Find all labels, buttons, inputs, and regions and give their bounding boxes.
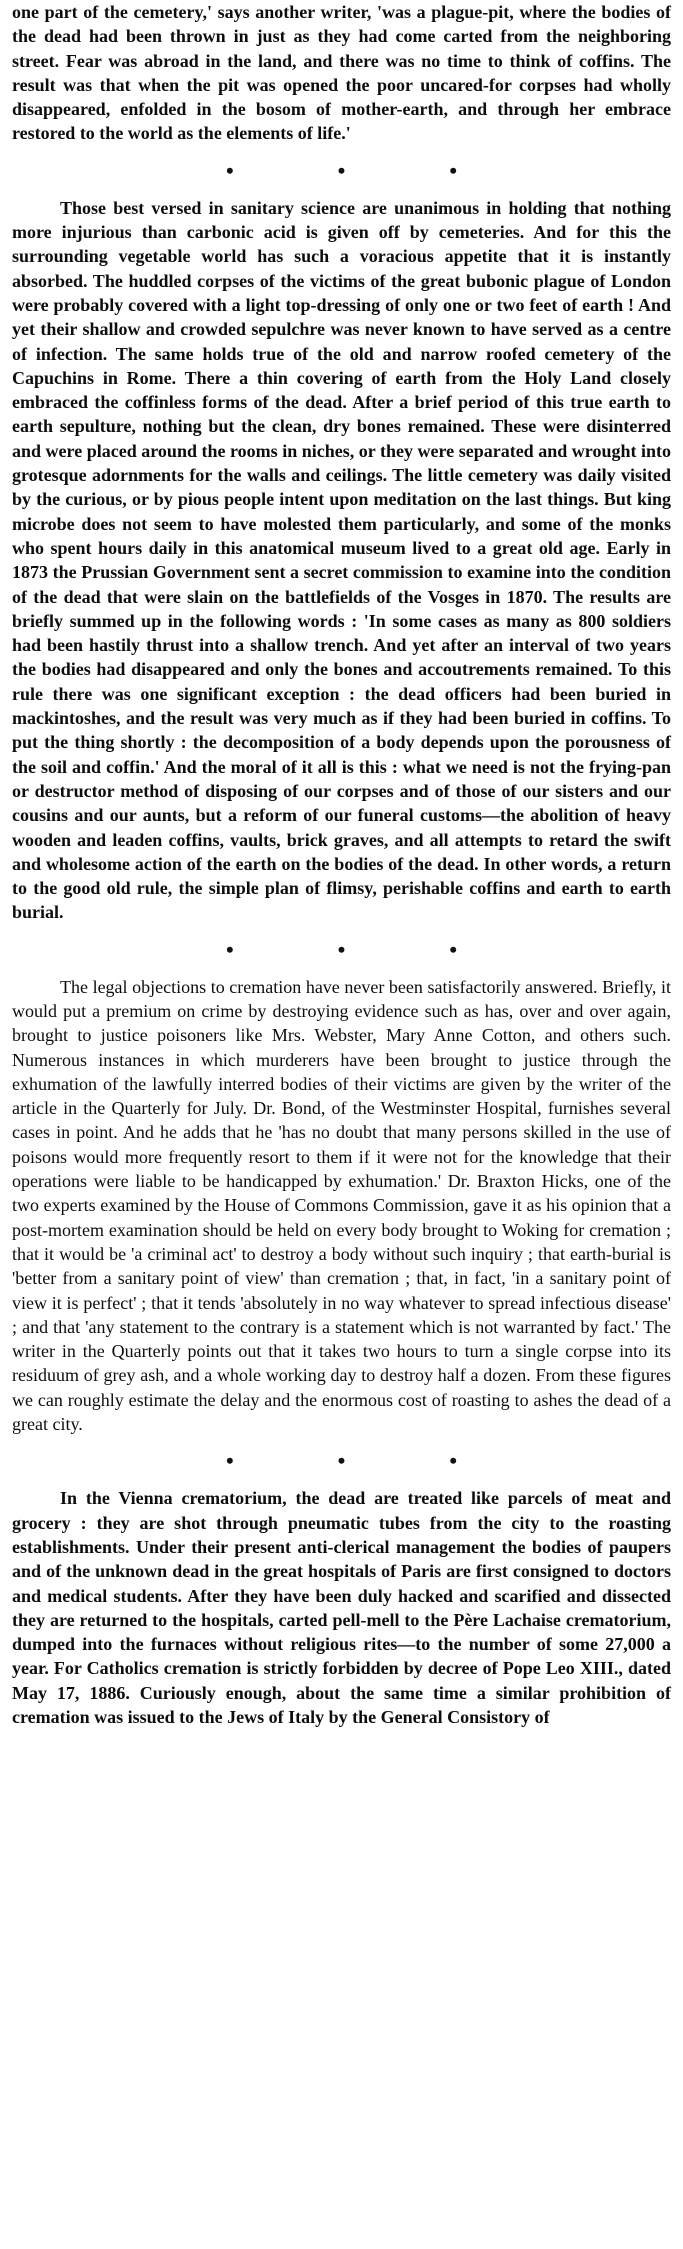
separator-dot: •	[337, 1448, 346, 1474]
section-separator	[12, 1436, 671, 1486]
paragraph-sanitary-science: Those best versed in sanitary science are unanimous in holding that nothing more injurious than carbonic acid is given off by cemeteries. And for this the surrounding vegetable world has such a voracious appetite that it is instantly absorbed. The huddled corpses of the victims of the great bubonic plague of London were probably covered with a light top-dressing of only one or two feet of earth ! And yet their shallow and crowded sepulchre was never known to have served as a centre of infection. The same holds true of the old and narrow roofed cemetery of the Capuchins in Rome. There a thin covering of earth from the Holy Land closely embraced the coffinless forms of the dead. After a brief period of this true earth to earth sepulture, nothing but the clean, dry bones remained. These were disinterred and were placed around the rooms in niches, or they were separated and wrought into grotesque adornments for the walls and ceilings. The little cemetery was daily visited by the curious, or by pious people intent upon meditation on the last things. But king microbe does not seem to have molested them particularly, and some of the monks who spent hours daily in this anatomical museum lived to a great old age. Early in 1873 the Prussian Government sent a secret commission to examine into the condition of the dead that were slain on the battlefields of the Vosges in 1870. The results are briefly summed up in the following words : 'In some cases as many as 800 soldiers had been hastily thrust into a shallow trench. And yet after an interval of two years the bodies had disappeared and only the bones and accoutrements remained. To this rule there was one significant exception : the dead officers had been buried in mackintoshes, and the result was very much as if they had been buried in coffins. To put the thing shortly : the decomposition of a body depends upon the porousness of the soil and coffin.' And the moral of it all is this : what we need is not the frying-pan or destructor method of disposing of our corpses and of those of our sisters and our cousins and our aunts, but a reform of our funeral customs—the abolition of heavy wooden and leaden coffins, vaults, brick graves, and all attempts to retard the swift and wholesome action of the earth on the bodies of the dead. In other words, a return to the good old rule, the simple plan of flimsy, perishable coffins and earth to earth burial.	[12, 197, 671, 923]
section-separator	[12, 146, 671, 196]
paragraph-plague-pit: one part of the cemetery,' says another writer, 'was a plague-pit, where the bodies of the dead had been thrown in just as they had come carted from the neighboring street. Fear was abroad in the land, and there was no time to think of coffins. The result was that when the pit was opened the poor uncared-for corpses had wholly disappeared, enfolded in the bosom of mother-earth, and through her embrace restored to the world as the elements of life.'	[12, 2, 671, 144]
separator-dot: •	[337, 157, 346, 183]
separator-dot: •	[225, 157, 234, 183]
separator-dot: •	[449, 936, 458, 962]
separator-dot: •	[449, 1448, 458, 1474]
separator-dot: •	[225, 936, 234, 962]
paragraph-legal-objections: The legal objections to cremation have never been satisfactorily answered. Briefly, it would put a premium on crime by destroying evidence such as has, over and over again, brought to justice poisoners like Mrs. Webster, Mary Anne Cotton, and others such. Numerous instances in which murderers have been brought to justice through the exhumation of the lawfully interred bodies of their victims are given by the writer of the article in the Quarterly for July. Dr. Bond, of the Westminster Hospital, furnishes several cases in point. And he adds that he 'has no doubt that many persons skilled in the use of poisons would more frequently resort to them if it were not for the knowledge that their operations were liable to be handicapped by exhumation.' Dr. Braxton Hicks, one of the two experts examined by the House of Commons Commission, gave it as his opinion that a post-mortem examination should be held on every body brought to Woking for cremation ; that it would be 'a criminal act' to destroy a body without such inquiry ; that earth-burial is 'better from a sanitary point of view' than cremation ; that, in fact, 'in a sanitary point of view it is perfect' ; that it tends 'absolutely in no way whatever to spread infectious disease' ; and that 'any statement to the contrary is a statement which is not warranted by fact.' The writer in the Quarterly points out that it takes two hours to turn a single corpse into its residuum of grey ash, and a whole working day to destroy half a dozen. From these figures we can roughly estimate the delay and the enormous cost of roasting to ashes the dead of a great city.	[12, 976, 671, 1435]
section-separator	[12, 925, 671, 975]
separator-dot: •	[449, 157, 458, 183]
separator-dot: •	[337, 936, 346, 962]
separator-dot: •	[225, 1448, 234, 1474]
paragraph-vienna-crematorium: In the Vienna crematorium, the dead are treated like parcels of meat and grocery : they are shot through pneumatic tubes from the city to the roasting establishments. Under their present anti-clerical management the bodies of paupers and of the unknown dead in the great hospitals of Paris are first consigned to doctors and medical students. After they have been duly hacked and scarified and dissected they are returned to the hospitals, carted pell-mell to the Père Lachaise crematorium, dumped into the furnaces without religious rites—to the number of some 27,000 a year. For Catholics cremation is strictly forbidden by decree of Pope Leo XIII., dated May 17, 1886. Curiously enough, about the same time a similar prohibition of cremation was issued to the Jews of Italy by the General Consistory of	[12, 1488, 671, 1727]
